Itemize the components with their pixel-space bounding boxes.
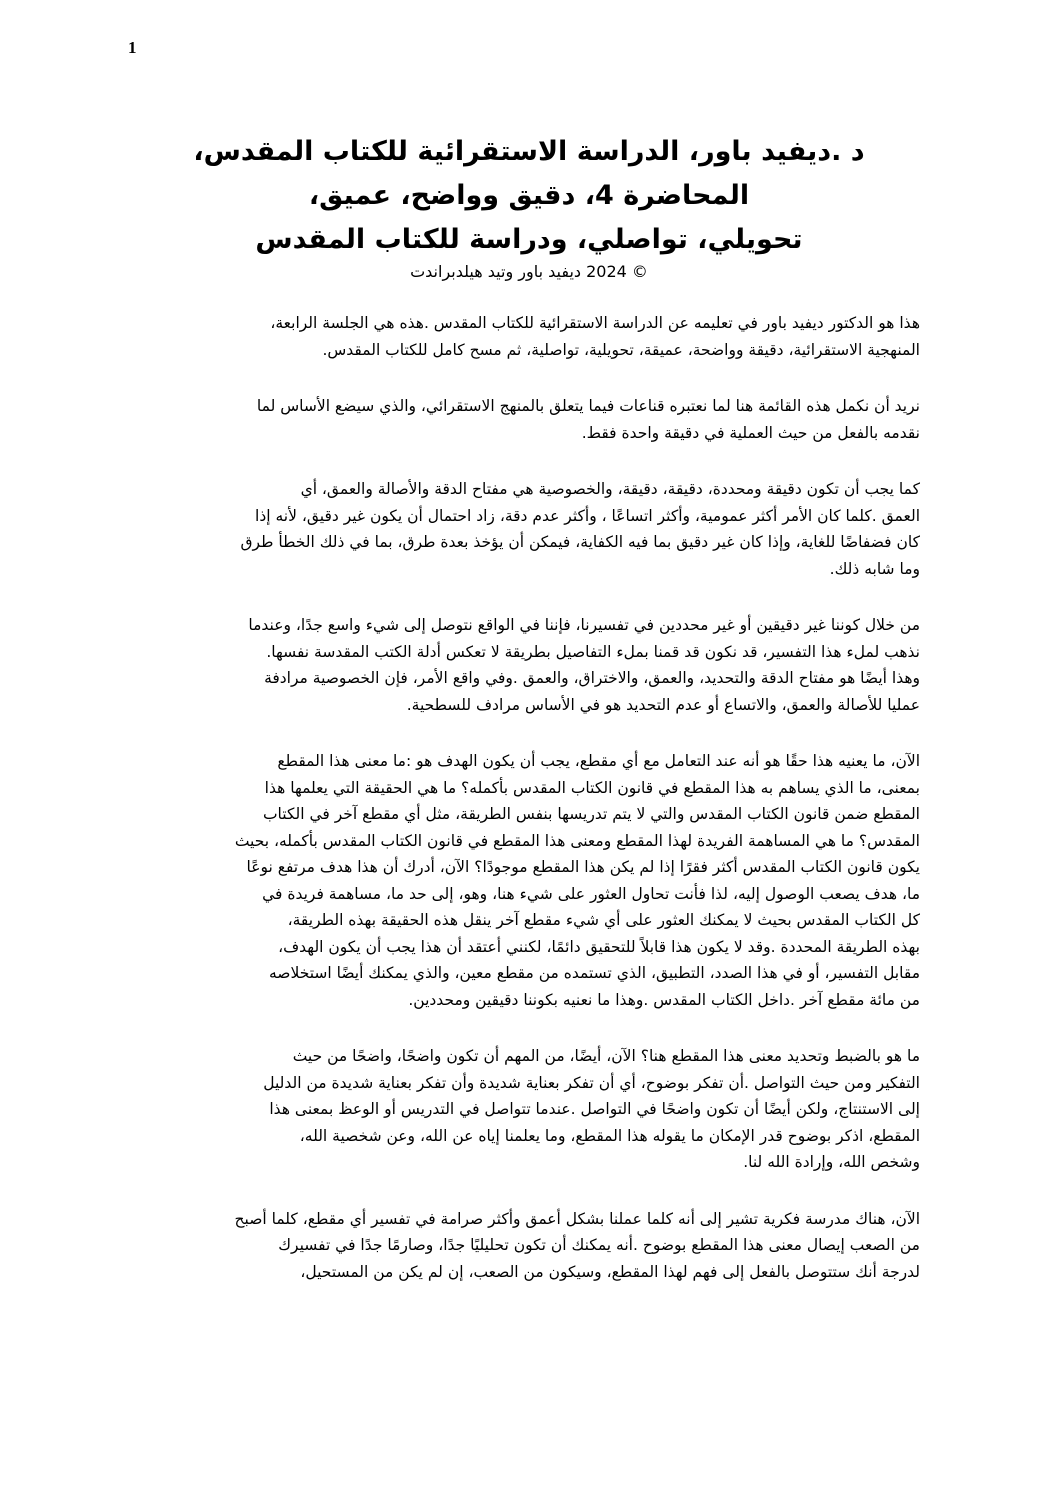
text-line: العمق .كلما كان الأمر أكثر عمومية، وأكثر اتساعًا ، وأكثر عدم دقة، زاد احتمال أن يكون غير دقيق، لأنه إذا [255,506,920,525]
text-line: المقدس؟ ما هي المساهمة الفريدة لهذا المقطع ومعنى هذا المقطع في قانون الكتاب المقدس بأكمله، بحيث [234,831,920,850]
text-line: مقابل التفسير، أو في هذا الصدد، التطبيق، الذي تستمده من مقطع معين، والذي يمكنك أيضًا استخلاصه [268,964,920,982]
text-line: يكون قانون الكتاب المقدس أكثر فقرًا إذا لم يكن هذا المقطع موجودًا؟ الآن، أدرك أن هذا هدف مرتفع نوعًا [246,858,920,876]
text-line: عمليا للأصالة والعمق، والاتساع أو عدم التحديد هو في الأساس مرادف للسطحية. [406,695,920,714]
text-line: كما يجب أن تكون دقيقة ومحددة، دقيقة، دقيقة، والخصوصية هي مفتاح الدقة والأصالة والعمق، أي [300,480,920,498]
text-line: وشخص الله، وإرادة الله لنا. [743,1153,920,1171]
text-line: ما هو بالضبط وتحديد معنى هذا المقطع هنا؟ الآن، أيضًا، من المهم أن تكون واضحًا، واضحًا من حيث [292,1047,920,1065]
text-line: التفكير ومن حيث التواصل .أن تفكر بوضوح، أي أن تفكر بعناية شديدة وأن تفكر بعناية شديدة من الدليل [263,1073,920,1092]
page-number: 1 [128,38,137,57]
text-line: الآن، هناك مدرسة فكرية تشير إلى أنه كلما عملنا بشكل أعمق وأكثر صرامة في تفسير أي مقطع، كلما أصبح [234,1209,920,1228]
title-line: تحويلي، تواصلي، ودراسة للكتاب المقدس [255,224,803,255]
paragraph [120,393,920,446]
text-line: إلى الاستنتاج، ولكن أيضًا أن تكون واضحًا في التواصل .عندما تتواصل في التدريس أو الوعظ بمعنى هذا [269,1100,920,1118]
copyright-line: © 2024 ديفيد باور وتيد هيلدبراندت [410,262,648,281]
text-line: الآن، ما يعنيه هذا حقًا هو أنه عند التعامل مع أي مقطع، يجب أن يكون الهدف هو :ما معنى هذا المقطع [277,752,920,770]
paragraph [120,748,920,1013]
text-line: هذا هو الدكتور ديفيد باور في تعليمه عن الدراسة الاستقرائية للكتاب المقدس .هذه هي الجلسة الرابعة، [270,314,920,332]
text-line: كان فضفاضًا للغاية، وإذا كان غير دقيق بما فيه الكفاية، فيمكن أن يؤخذ بعدة طرق، بما في ذلك الخطأ طرق [240,533,920,551]
text-line: بمعنى، ما الذي يساهم به هذا المقطع في قانون الكتاب المقدس بأكمله؟ ما هي الحقيقة التي يعلمها هذا [264,778,920,797]
title-line: د .ديفيد باور، الدراسة الاستقرائية للكتاب المقدس، [193,136,865,167]
text-line: كل الكتاب المقدس بحيث لا يمكنك العثور على أي شيء مقطع آخر ينقل هذه الحقيقة بهذه الطريقة، [287,911,920,929]
text-line: من مائة مقطع آخر .داخل الكتاب المقدس .وهذا ما نعنيه بكوننا دقيقين ومحددين. [408,990,920,1009]
text-line: وهذا أيضًا هو مفتاح الدقة والتحديد، والعمق، والاختراق، والعمق .وفي واقع الأمر، فإن الخصوصية مرادفة [264,669,920,687]
document-title [150,130,908,284]
text-line: لدرجة أنك ستتوصل بالفعل إلى فهم لهذا المقطع، وسيكون من الصعب، إن لم يكن من المستحيل، [300,1262,920,1281]
text-line: المقطع ضمن قانون الكتاب المقدس والتي لا يتم تدريسها بنفس الطريقة، مثل أي مقطع آخر في الكتاب [262,805,920,823]
text-line: المقطع، اذكر بوضوح قدر الإمكان ما يقوله هذا المقطع، وما يعلمنا إياه عن الله، وعن شخصية الله، [299,1126,920,1145]
paragraph [120,612,920,718]
text-line: ما، هدف يصعب الوصول إليه، لذا فأنت تحاول العثور على شيء هنا، وهو، إلى حد ما، مساهمة فريدة في [262,884,920,903]
paragraph [120,476,920,582]
paragraph [120,310,920,363]
text-line: وما شابه ذلك. [829,559,920,578]
paragraph [120,1206,920,1286]
text-line: نذهب لملء هذا التفسير، قد نكون قد قمنا بملء التفاصيل بطريقة لا تعكس أدلة الكتب المقدسة نفسها. [266,642,920,661]
text-line: بهذه الطريقة المحددة .وقد لا يكون هذا قابلاً للتحقيق دائمًا، لكنني أعتقد أن هذا يجب أن يكون الهدف، [278,937,920,956]
text-line: المنهجية الاستقرائية، دقيقة وواضحة، عميقة، تحويلية، تواصلية، ثم مسح كامل للكتاب المقدس. [322,340,920,359]
text-line: نقدمه بالفعل من حيث العملية في دقيقة واحدة فقط. [581,423,920,442]
text-line: من الصعب إيصال معنى هذا المقطع بوضوح .أنه يمكنك أن تكون تحليليًا جدًا، وصارمًا جدًا في تفسيرك [278,1236,920,1254]
text-line: نريد أن نكمل هذه القائمة هنا لما نعتبره قناعات فيما يتعلق بالمنهج الاستقرائي، والذي سيضع الأساس لما [256,397,920,415]
text-line: من خلال كوننا غير دقيقين أو غير محددين في تفسيرنا، فإننا في الواقع نتوصل إلى شيء واسع جدًا، وعندما [248,616,920,634]
document-body [120,310,920,1315]
paragraph [120,1043,920,1176]
title-line: المحاضرة 4، دقيق وواضح، عميق، [308,180,750,211]
